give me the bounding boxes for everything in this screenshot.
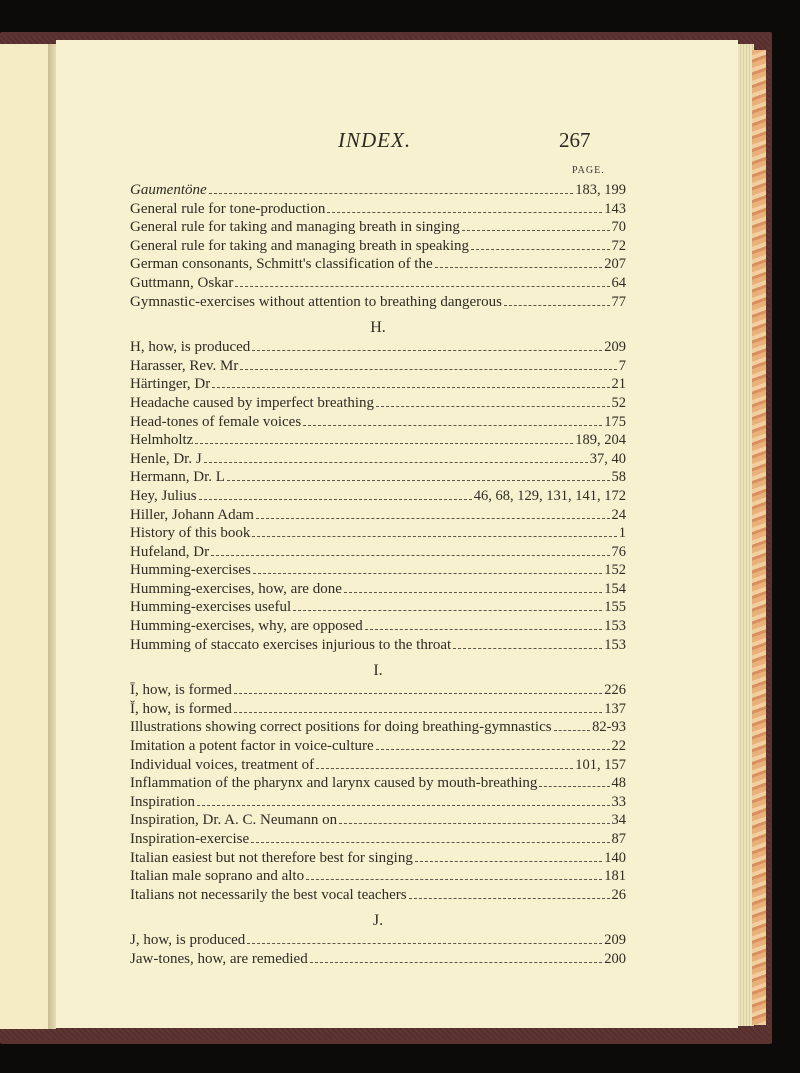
entry-pages: 70 [611, 219, 626, 236]
dot-leader [435, 267, 603, 268]
entry-term: Humming-exercises useful [130, 599, 292, 616]
entry-pages: 137 [604, 700, 626, 717]
index-entry [130, 562, 626, 581]
entry-pages: 82-93 [592, 719, 626, 736]
index-entry [130, 887, 626, 906]
dot-leader [539, 786, 609, 787]
entry-term: Helmholtz [130, 432, 194, 449]
dot-leader [212, 387, 609, 388]
entry-term: Inspiration [130, 793, 195, 810]
entry-term: Inspiration-exercise [130, 831, 250, 847]
entry-term: Humming of staccato exercises injurious to the throat [130, 636, 452, 653]
index-entry [130, 701, 626, 720]
entry-pages: 226 [604, 682, 626, 699]
index-entry [130, 719, 626, 738]
dot-leader [453, 648, 602, 649]
entry-term: Ī, how, is formed [130, 682, 232, 699]
entry-pages: 189, 204 [575, 432, 626, 449]
dot-leader [199, 499, 472, 500]
dot-leader [234, 693, 602, 694]
entry-pages: 37, 40 [589, 450, 626, 467]
entry-pages: 153 [604, 618, 626, 635]
index-entry [130, 525, 626, 544]
entry-term: Gaumentöne [130, 182, 207, 198]
entry-term: General rule for taking and managing breath in speaking [130, 237, 470, 254]
index-entry [130, 432, 626, 451]
entry-term: Jaw-tones, how, are remedied [130, 950, 308, 967]
index-entry [130, 757, 626, 776]
entry-term: General rule for taking and managing breath in singing [130, 219, 460, 236]
dot-leader [310, 962, 603, 963]
index-entry [130, 507, 626, 526]
book-gutter [48, 44, 56, 1029]
dot-leader [327, 212, 602, 213]
index-entry [130, 544, 626, 563]
dot-leader [471, 249, 609, 250]
dot-leader [211, 555, 609, 556]
dot-leader [235, 286, 609, 287]
dot-leader [251, 842, 609, 843]
index-entry [130, 599, 626, 618]
entry-term: Italian male soprano and alto [130, 868, 305, 885]
entry-term: General rule for tone-production [130, 200, 326, 217]
dot-leader [339, 823, 609, 824]
index-entry [130, 775, 626, 794]
dot-leader [209, 193, 574, 194]
entry-term: Hermann, Dr. L [130, 469, 225, 486]
dot-leader [376, 406, 609, 407]
entry-pages: 64 [611, 274, 626, 291]
entry-pages: 52 [611, 394, 626, 411]
index-entry [130, 682, 626, 701]
index-entry [130, 219, 626, 238]
entry-pages: 76 [611, 543, 626, 560]
entry-pages: 209 [604, 339, 626, 356]
dot-leader [253, 573, 602, 574]
page-number: 267 [559, 128, 591, 152]
entry-term: Hey, Julius [130, 487, 197, 504]
entry-pages: 77 [611, 293, 626, 310]
dot-leader [365, 629, 603, 630]
dot-leader [554, 730, 591, 731]
index-entry [130, 951, 626, 970]
index-entry [130, 637, 626, 656]
entry-pages: 26 [611, 886, 626, 903]
dot-leader [197, 805, 610, 806]
index-entry [130, 339, 626, 358]
page-header [56, 128, 738, 158]
entry-term: H, how, is produced [130, 339, 251, 356]
entry-term: History of this book [130, 525, 251, 542]
page-column-label: PAGE. [572, 165, 605, 176]
page-title: INDEX. [338, 128, 412, 152]
entry-pages: 1 [618, 525, 626, 542]
entry-term: Hiller, Johann Adam [130, 506, 254, 523]
entry-term: Inspiration, Dr. A. C. Neumann on [130, 812, 338, 829]
entry-pages: 200 [604, 950, 626, 967]
index-entry [130, 238, 626, 257]
entry-pages: 175 [604, 413, 626, 430]
entry-pages: 22 [611, 738, 626, 755]
index-entry [130, 812, 626, 831]
section-heading: H. [370, 319, 386, 337]
entry-term: Inflammation of the pharynx and larynx caused by mouth-breathing [130, 775, 538, 792]
entry-pages: 152 [604, 562, 626, 579]
entry-pages: 72 [611, 237, 626, 254]
index-entry [130, 932, 626, 951]
entry-term: Humming-exercises, why, are opposed [130, 618, 363, 635]
index-entry [130, 794, 626, 813]
dot-leader [252, 350, 602, 351]
entry-pages: 181 [604, 868, 626, 885]
entry-pages: 33 [611, 793, 626, 810]
index-entry [130, 294, 626, 313]
dot-leader [306, 879, 602, 880]
dot-leader [504, 305, 610, 306]
entry-term: Guttmann, Oskar [130, 274, 234, 291]
entry-term: German consonants, Schmitt's classification of the [130, 256, 433, 273]
entry-pages: 183, 199 [575, 182, 626, 198]
entry-term: Härtinger, Dr [130, 376, 211, 393]
dot-leader [240, 369, 616, 370]
dot-leader [409, 898, 610, 899]
entry-term: Henle, Dr. J [130, 450, 202, 467]
entry-pages: 207 [604, 256, 626, 273]
index-entry [130, 451, 626, 470]
dot-leader [415, 861, 602, 862]
dot-leader [252, 536, 616, 537]
entry-term: Illustrations showing correct positions for doing breathing-gymnastics [130, 719, 552, 736]
index-entry [130, 850, 626, 869]
index-entry [130, 256, 626, 275]
dot-leader [227, 480, 610, 481]
entry-term: Harasser, Rev. Mr [130, 357, 239, 374]
index-entry [130, 469, 626, 488]
entry-pages: 101, 157 [575, 756, 626, 773]
index-entry [130, 182, 626, 201]
entry-pages: 143 [604, 200, 626, 217]
entry-pages: 155 [604, 599, 626, 616]
entry-term: Ĭ, how, is formed [130, 700, 232, 717]
entry-term: Imitation a potent factor in voice-culture [130, 738, 374, 755]
entry-term: J, how, is produced [130, 932, 246, 949]
dot-leader [293, 610, 602, 611]
entry-term: Humming-exercises, how, are done [130, 580, 342, 597]
marbled-edge [752, 50, 766, 1025]
entry-term: Headache caused by imperfect breathing [130, 394, 375, 411]
entry-pages: 48 [611, 775, 626, 792]
entry-pages: 154 [604, 580, 626, 597]
entry-pages: 34 [611, 812, 626, 829]
index-entry [130, 488, 626, 507]
dot-leader [316, 768, 573, 769]
entry-term: Head-tones of female voices [130, 413, 302, 430]
index-entry [130, 414, 626, 433]
entry-term: Italians not necessarily the best vocal teachers [130, 886, 407, 903]
section-heading: J. [372, 912, 384, 930]
dot-leader [462, 230, 610, 231]
entry-pages: 21 [611, 376, 626, 393]
index-entry [130, 831, 626, 850]
entry-pages: 87 [611, 831, 626, 847]
index-entry [130, 395, 626, 414]
index-entries [130, 182, 626, 970]
index-entry [130, 738, 626, 757]
index-entry [130, 358, 626, 377]
entry-pages: 46, 68, 129, 131, 141, 172 [473, 487, 626, 504]
index-entry [130, 275, 626, 294]
dot-leader [204, 462, 588, 463]
entry-pages: 153 [604, 636, 626, 653]
dot-leader [376, 749, 610, 750]
index-entry [130, 376, 626, 395]
entry-term: Italian easiest but not therefore best for singing [130, 849, 413, 866]
entry-term: Individual voices, treatment of [130, 756, 315, 773]
entry-pages: 140 [604, 849, 626, 866]
entry-pages: 209 [604, 932, 626, 949]
dot-leader [234, 712, 602, 713]
entry-term: Hufeland, Dr [130, 543, 210, 560]
dot-leader [303, 425, 602, 426]
entry-term: Humming-exercises [130, 562, 251, 579]
entry-pages: 7 [618, 357, 626, 374]
index-entry [130, 868, 626, 887]
dot-leader [247, 943, 602, 944]
entry-term: Gymnastic-exercises without attention to breathing dangerous [130, 293, 502, 310]
index-entry [130, 618, 626, 637]
section-heading: I. [373, 662, 383, 680]
index-entry [130, 581, 626, 600]
left-page-edge [0, 44, 49, 1029]
index-entry [130, 201, 626, 220]
dot-leader [256, 518, 610, 519]
dot-leader [195, 443, 573, 444]
entry-pages: 24 [611, 506, 626, 523]
entry-pages: 58 [611, 469, 626, 486]
dot-leader [344, 592, 602, 593]
